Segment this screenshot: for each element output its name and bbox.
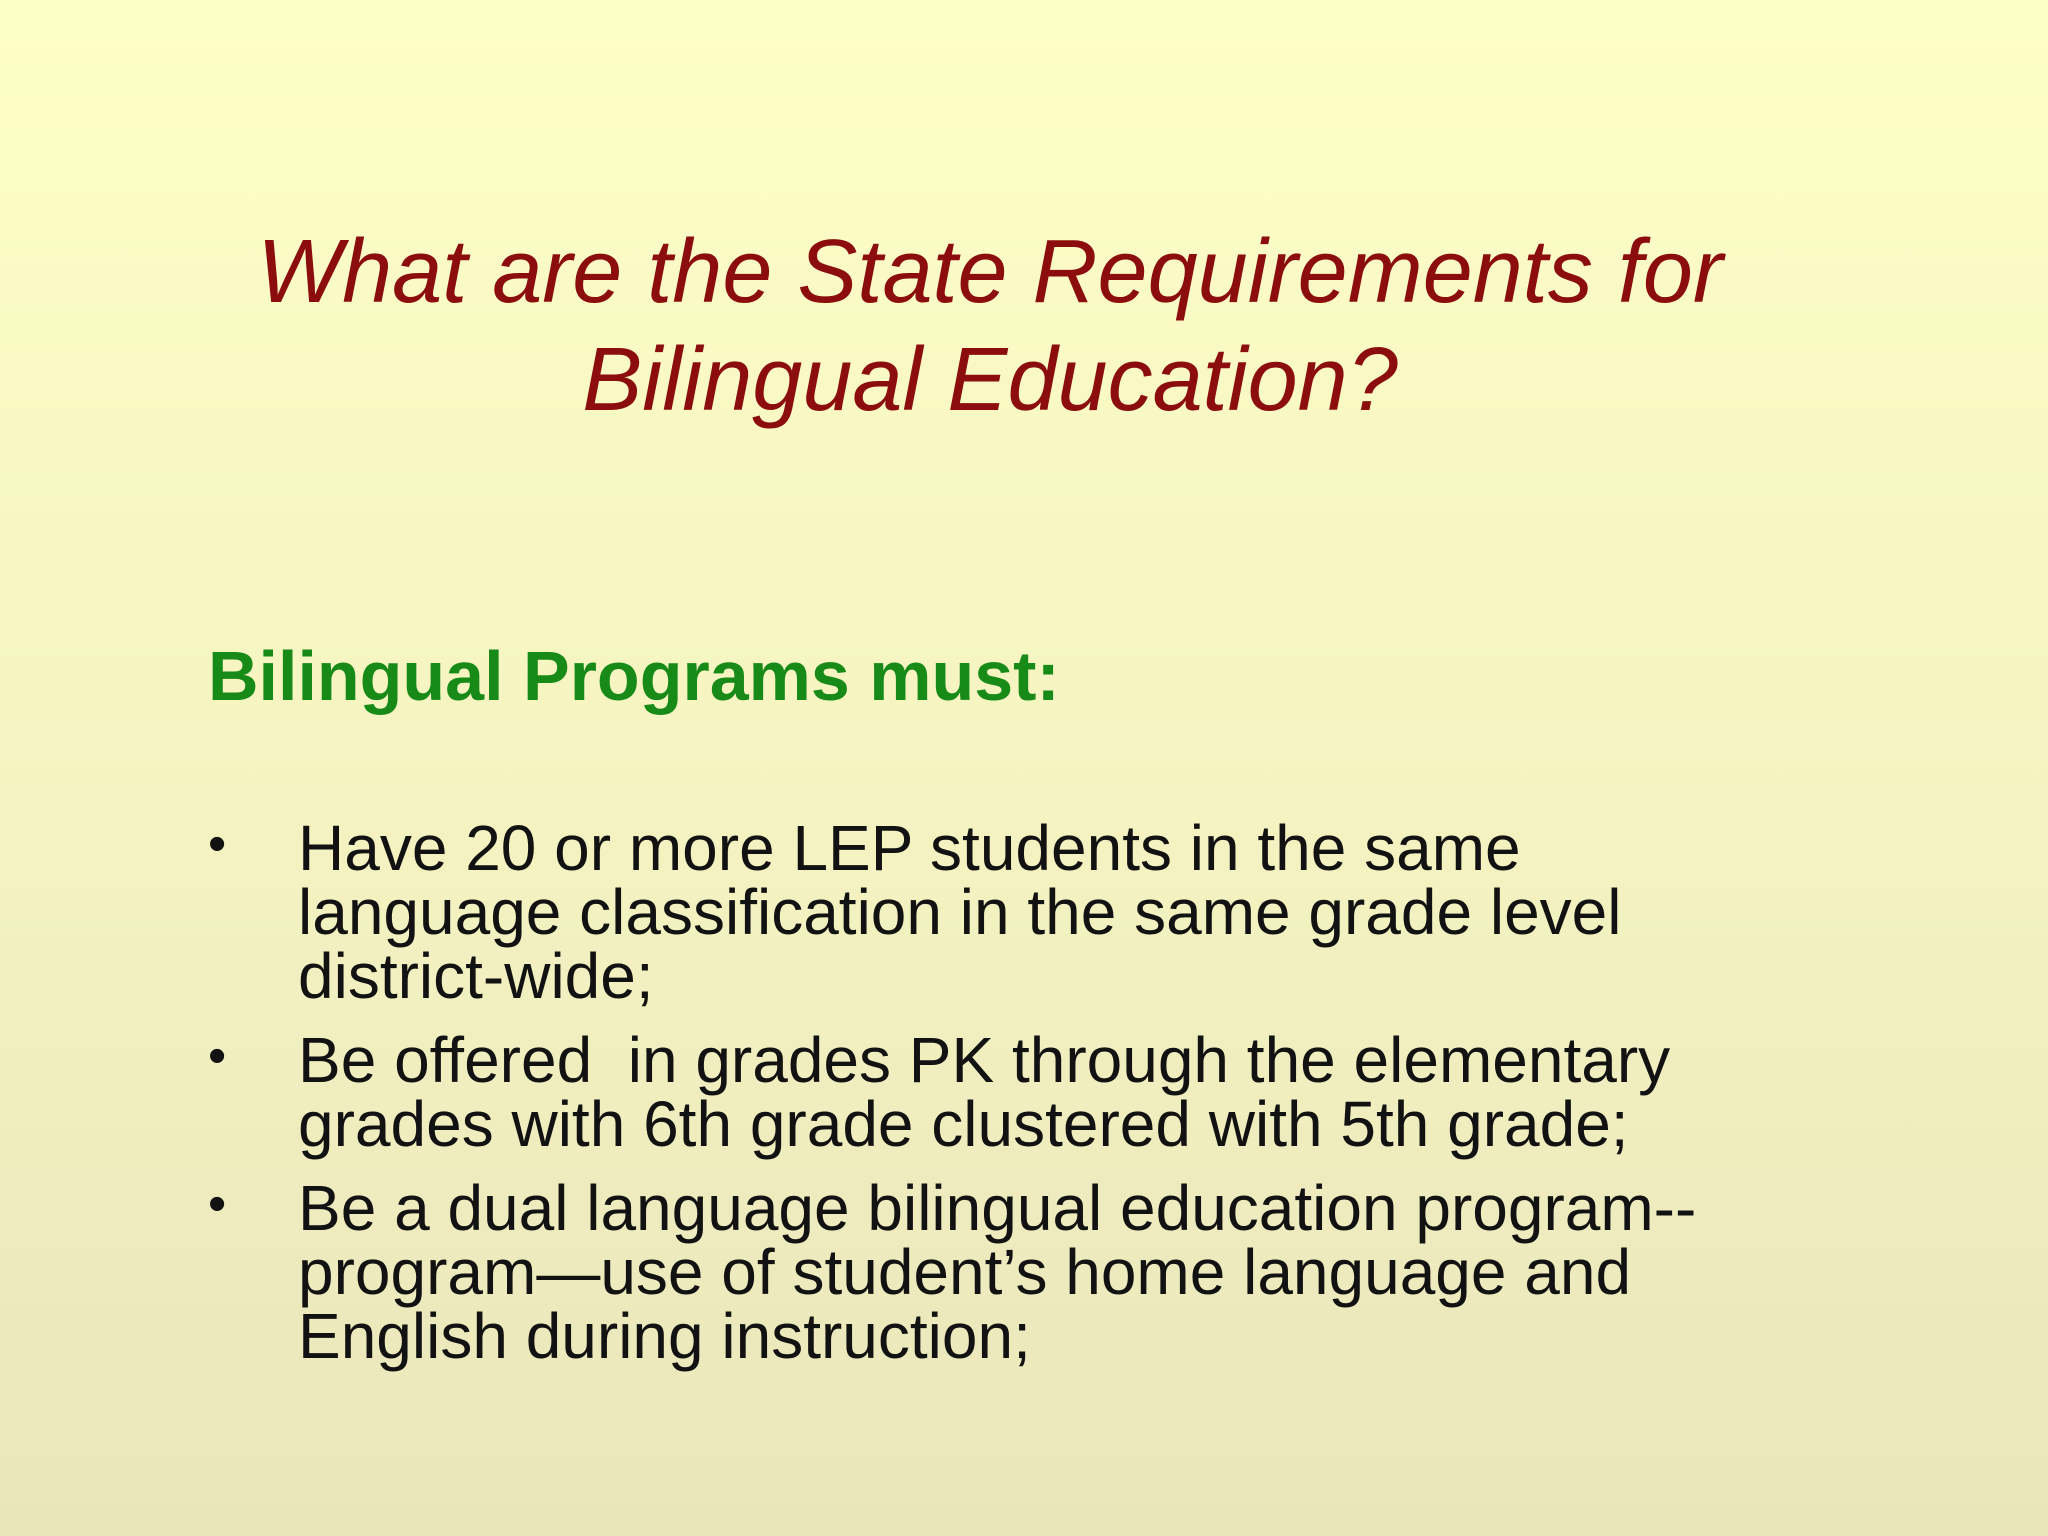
bullet-text-line: grades with 6th grade clustered with 5th grade; — [298, 1088, 1629, 1160]
slide-subtitle: Bilingual Programs must: — [208, 637, 1060, 715]
slide-title-line: Bilingual Education? — [582, 330, 1398, 430]
bullet-icon: • — [208, 1027, 227, 1085]
bullet-item — [208, 1172, 1848, 1372]
slide-title-line: What are the State Requirements for — [257, 222, 1723, 322]
bullet-text-line: program—use of student’s home language and — [298, 1236, 1632, 1308]
bullet-item — [208, 1024, 1848, 1160]
bullet-text-line: English during instruction; — [298, 1300, 1031, 1372]
bullet-text-line: Be offered in grades PK through the elementary — [298, 1024, 1671, 1096]
bullet-text-line: Be a dual language bilingual education program-- — [298, 1172, 1697, 1244]
bullet-text-line: language classification in the same grade level — [298, 876, 1622, 948]
bullet-text-line: district-wide; — [298, 940, 654, 1012]
bullet-list — [208, 812, 1848, 1388]
bullet-item — [208, 812, 1848, 1012]
bullet-text-line: Have 20 or more LEP students in the same — [298, 812, 1521, 884]
bullet-icon: • — [208, 1175, 227, 1233]
bullet-icon: • — [208, 815, 227, 873]
slide-title — [160, 218, 1820, 434]
